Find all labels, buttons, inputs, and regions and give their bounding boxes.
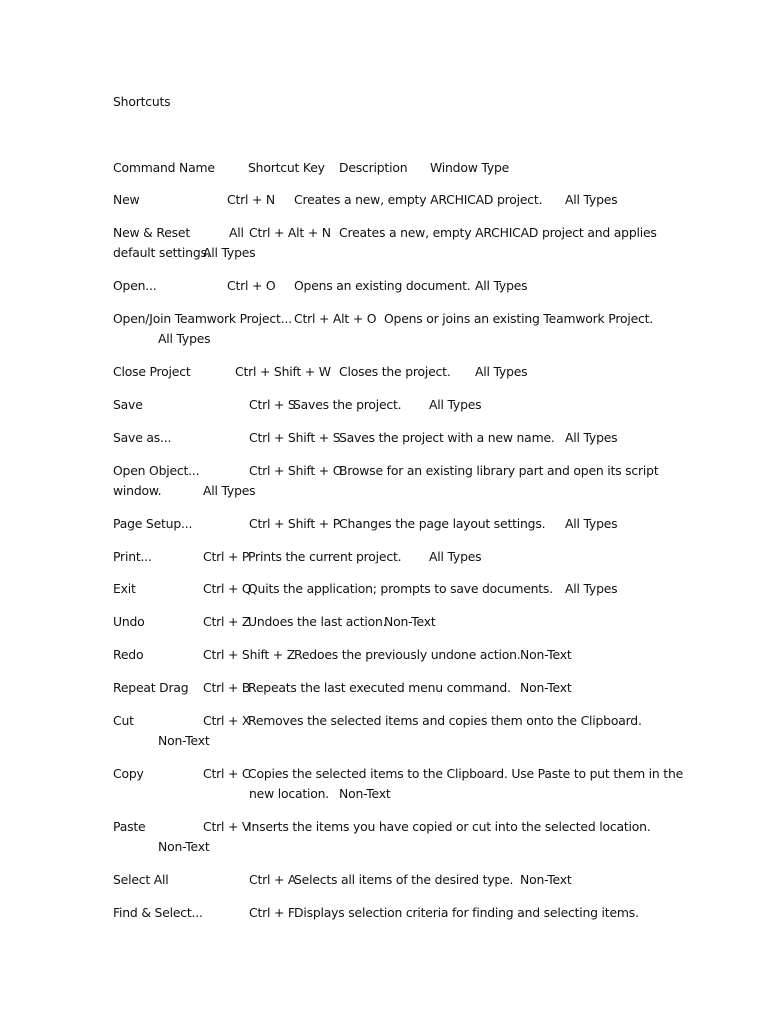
command-name: Find & Select... — [113, 905, 203, 920]
shortcut-key: Ctrl + Z — [203, 614, 251, 629]
description: Repeats the last executed menu command. — [248, 680, 511, 695]
description: Creates a new, empty ARCHICAD project. — [294, 192, 543, 207]
description: Creates a new, empty ARCHICAD project and applies — [339, 225, 657, 240]
description: Browse for an existing library part and open its script — [339, 463, 659, 478]
window-type: All Types — [565, 192, 618, 207]
command-name: Cut — [113, 713, 134, 728]
shortcut-key: Ctrl + V — [203, 819, 251, 834]
command-name: Exit — [113, 581, 136, 596]
window-type: Non-Text — [158, 733, 210, 748]
shortcut-key: Ctrl + O — [227, 278, 276, 293]
shortcut-key: Ctrl + S — [249, 397, 296, 412]
window-type: All Types — [565, 516, 618, 531]
command-name: Save — [113, 397, 143, 412]
description: Saves the project with a new name. — [339, 430, 555, 445]
document-title: Shortcuts — [113, 94, 171, 109]
command-name: New — [113, 192, 140, 207]
window-type: All Types — [203, 245, 256, 260]
shortcut-key: Ctrl + F — [249, 905, 295, 920]
window-type: All Types — [475, 364, 528, 379]
window-type: All Types — [565, 430, 618, 445]
shortcut-key: Ctrl + Q — [203, 581, 252, 596]
command-name: Print... — [113, 549, 152, 564]
description: Displays selection criteria for finding and selecting items. — [294, 905, 639, 920]
command-name: Repeat Drag — [113, 680, 189, 695]
shortcut-key: Ctrl + Shift + W — [235, 364, 331, 379]
shortcut-key: Ctrl + Alt + O — [294, 311, 377, 326]
description: Changes the page layout settings. — [339, 516, 546, 531]
command-name: Close Project — [113, 364, 191, 379]
description: Selects all items of the desired type. — [294, 872, 514, 887]
command-name: Open... — [113, 278, 157, 293]
window-type: Non-Text — [520, 872, 572, 887]
description: Saves the project. — [293, 397, 402, 412]
shortcut-key: Ctrl + Shift + O — [249, 463, 343, 478]
command-name: Redo — [113, 647, 144, 662]
description: Prints the current project. — [248, 549, 402, 564]
description: Opens or joins an existing Teamwork Project. — [384, 311, 653, 326]
window-type: Non-Text — [384, 614, 436, 629]
description: Redoes the previously undone action. — [294, 647, 521, 662]
window-type: Non-Text — [339, 786, 391, 801]
description: Removes the selected items and copies them onto the Clipboard. — [248, 713, 642, 728]
command-name: Page Setup... — [113, 516, 193, 531]
command-name: Select All — [113, 872, 169, 887]
window-type: All — [229, 225, 244, 240]
command-name: Open Object... — [113, 463, 200, 478]
shortcut-key: Ctrl + Shift + Z — [203, 647, 296, 662]
description: Closes the project. — [339, 364, 451, 379]
shortcut-key: Ctrl + P — [203, 549, 250, 564]
window-type: Non-Text — [158, 839, 210, 854]
description-continuation: new location. — [249, 786, 330, 801]
command-name: New & Reset — [113, 225, 190, 240]
shortcut-key: Ctrl + A — [249, 872, 297, 887]
shortcut-key: Ctrl + Shift + S — [249, 430, 341, 445]
window-type: All Types — [158, 331, 211, 346]
description: Quits the application; prompts to save documents. — [248, 581, 553, 596]
window-type: All Types — [475, 278, 528, 293]
header-window-type: Window Type — [430, 160, 510, 175]
header-shortcut-key: Shortcut Key — [248, 160, 325, 175]
shortcut-key: Ctrl + Shift + P — [249, 516, 341, 531]
shortcut-key: Ctrl + C — [203, 766, 251, 781]
description: Undoes the last action. — [248, 614, 387, 629]
command-name: Copy — [113, 766, 144, 781]
description: Copies the selected items to the Clipboard. Use Paste to put them in the — [248, 766, 684, 781]
command-name: Undo — [113, 614, 145, 629]
shortcut-key: Ctrl + B — [203, 680, 251, 695]
description-continuation: window. — [113, 483, 162, 498]
window-type: All Types — [203, 483, 256, 498]
shortcut-key: Ctrl + N — [227, 192, 275, 207]
window-type: All Types — [565, 581, 618, 596]
window-type: Non-Text — [520, 647, 572, 662]
window-type: All Types — [429, 397, 482, 412]
description: Opens an existing document. — [294, 278, 471, 293]
shortcut-key: Ctrl + Alt + N — [249, 225, 331, 240]
command-name: Open/Join Teamwork Project... — [113, 311, 292, 326]
command-name: Save as... — [113, 430, 172, 445]
header-command-name: Command Name — [113, 160, 215, 175]
command-name: Paste — [113, 819, 146, 834]
header-description: Description — [339, 160, 408, 175]
window-type: Non-Text — [520, 680, 572, 695]
description: Inserts the items you have copied or cut into the selected location. — [248, 819, 651, 834]
window-type: All Types — [429, 549, 482, 564]
description-continuation: default settings. — [113, 245, 211, 260]
shortcut-key: Ctrl + X — [203, 713, 251, 728]
